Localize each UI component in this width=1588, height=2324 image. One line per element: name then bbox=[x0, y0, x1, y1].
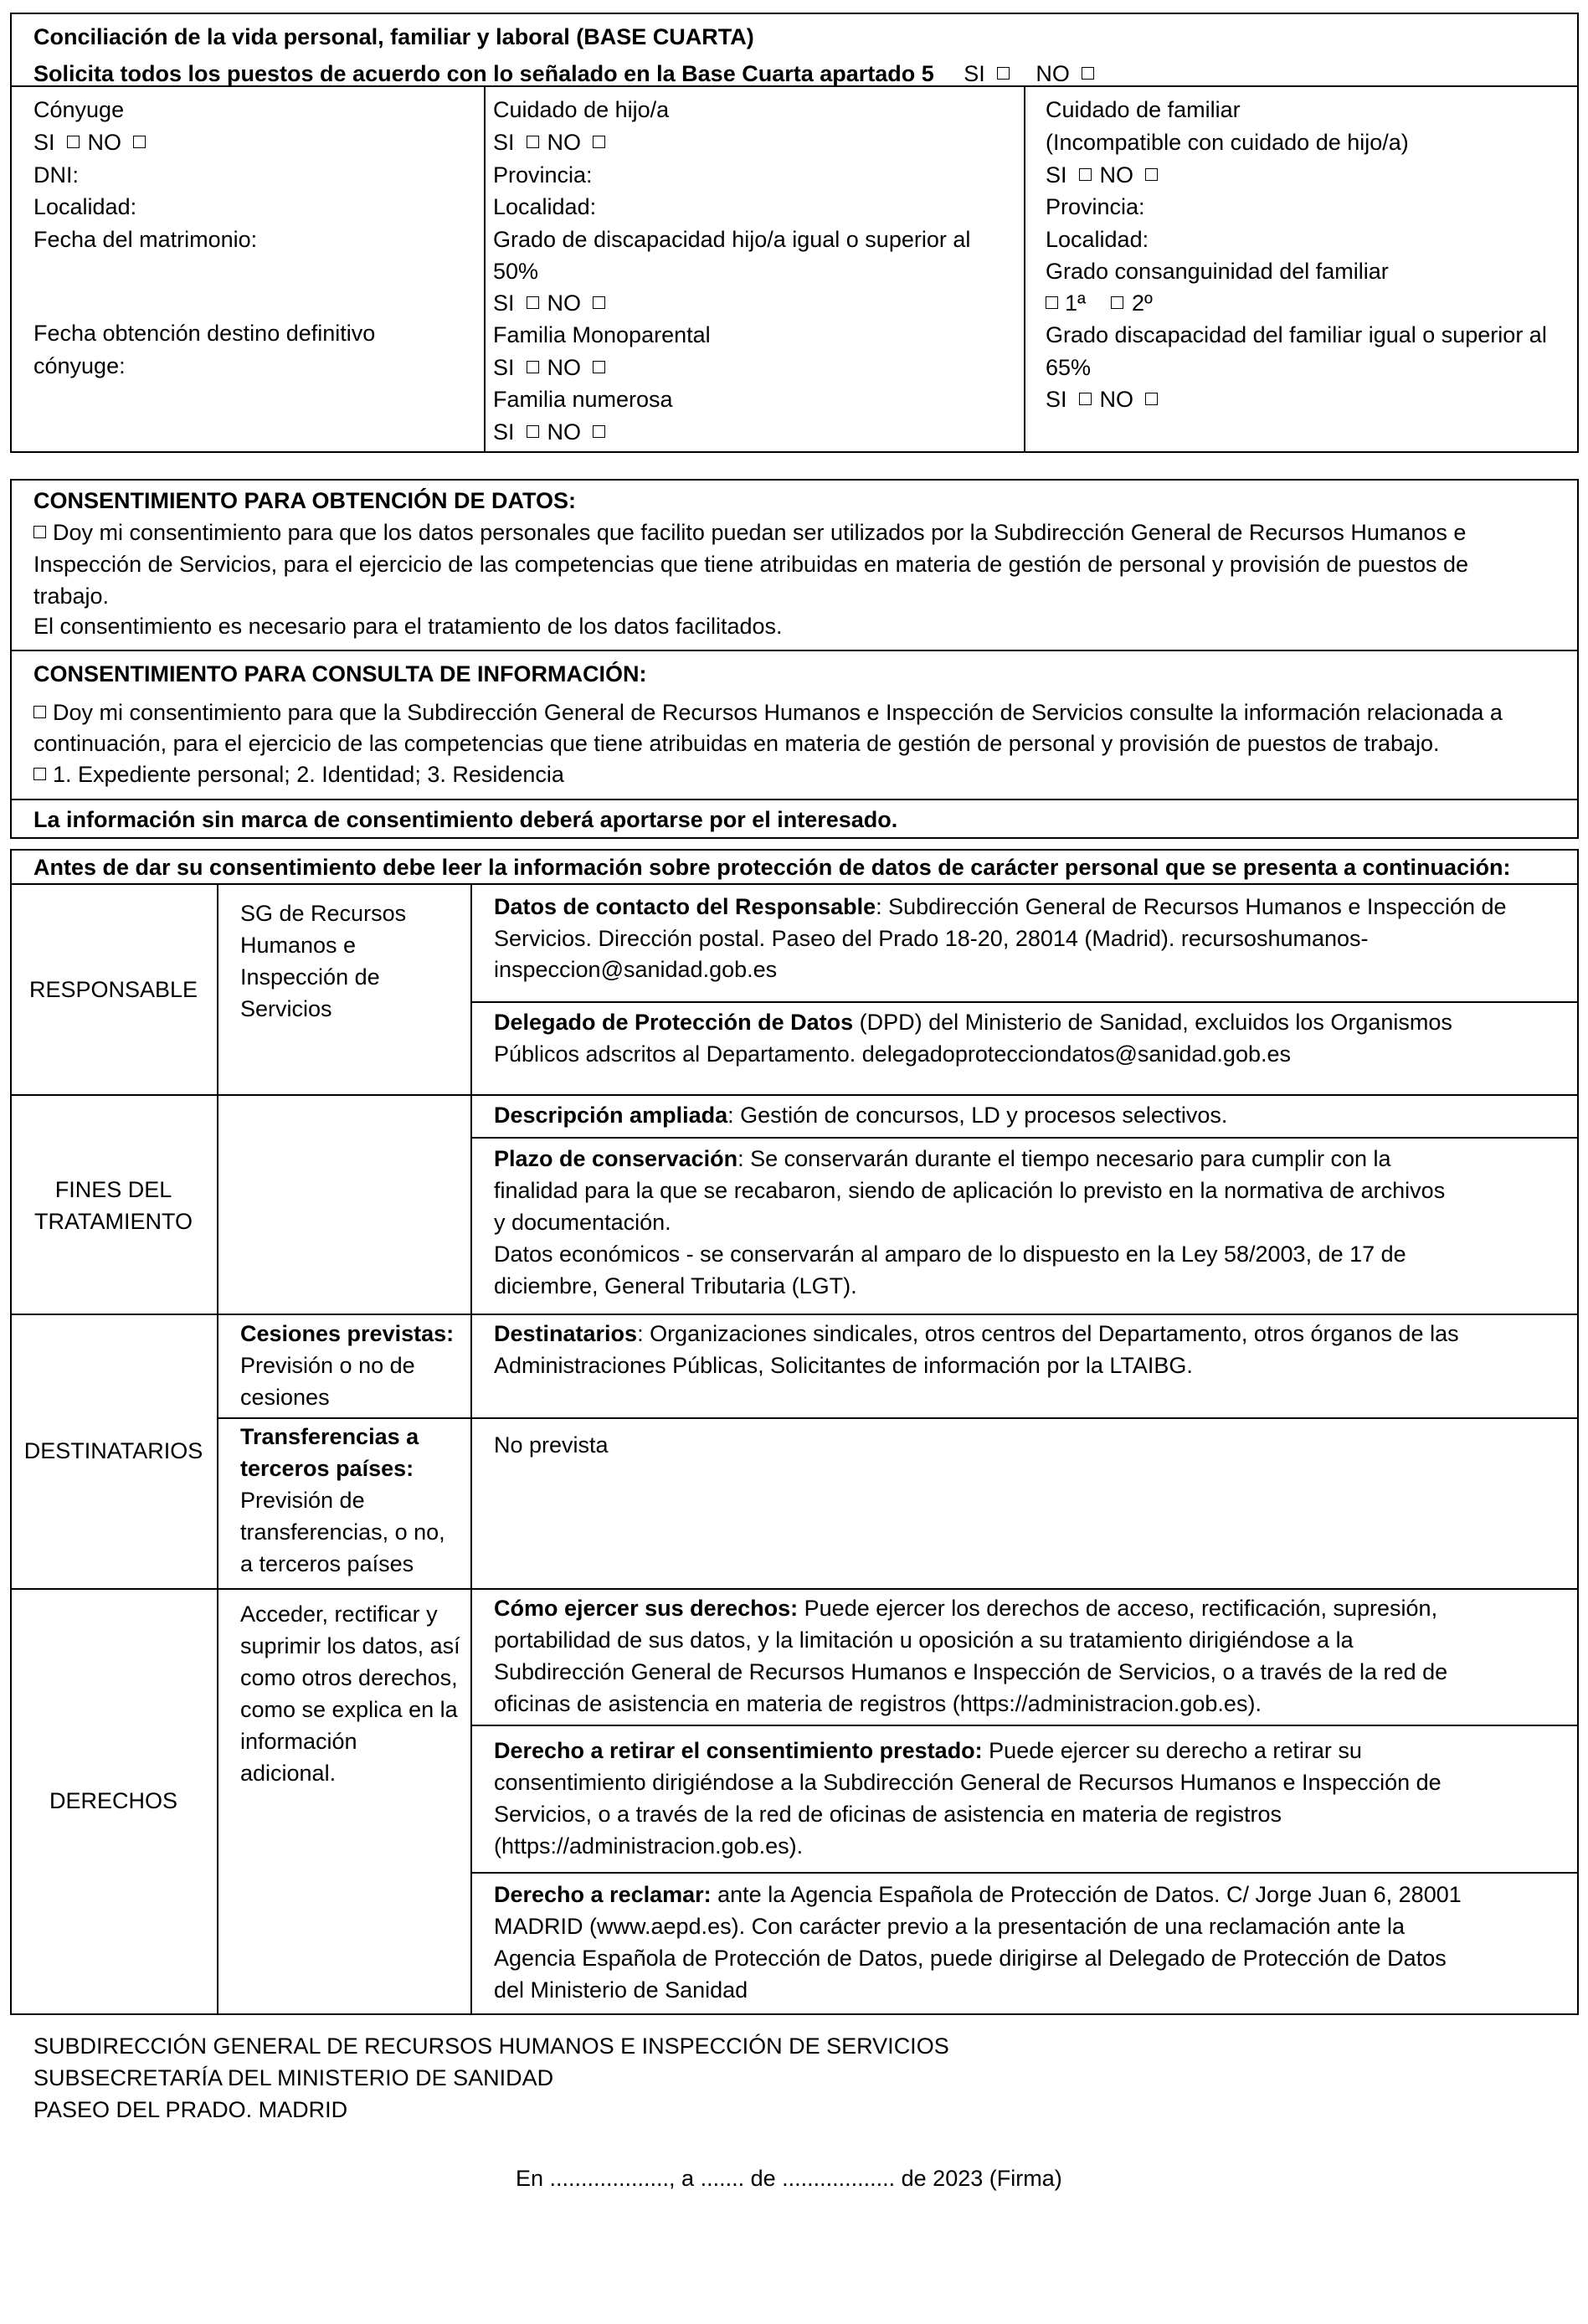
ejercer-line-2: portabilidad de sus datos, y la limitación u oposición a su tratamiento dirigiéndose a la bbox=[494, 1627, 1354, 1653]
large-family-si-no bbox=[493, 416, 614, 448]
reclamar-line-1 bbox=[494, 1879, 1462, 1910]
spouse-marriage-date-label: Fecha del matrimonio: bbox=[33, 227, 258, 252]
derechos-mid-4: como se explica en la bbox=[240, 1697, 458, 1722]
retirar-heading: Derecho a retirar el consentimiento prestado: bbox=[494, 1738, 983, 1763]
row-label-responsable: RESPONSABLE bbox=[28, 977, 198, 1002]
consent-obtain-title: CONSENTIMIENTO PARA OBTENCIÓN DE DATOS: bbox=[33, 488, 577, 513]
dpd-text-1: (DPD) del Ministerio de Sanidad, excluidos los Organismos bbox=[853, 1010, 1452, 1035]
cesiones-text-1: Previsión o no de bbox=[240, 1353, 415, 1378]
reclamar-line-3: Agencia Española de Protección de Datos, puede dirigirse al Delegado de Protección de Datos bbox=[494, 1946, 1447, 1971]
responsable-mid-1: SG de Recursos bbox=[240, 901, 407, 926]
retirar-line-1 bbox=[494, 1735, 1362, 1766]
transfers-heading-2: terceros países: bbox=[240, 1456, 414, 1481]
family-care-si-no bbox=[1046, 159, 1166, 191]
family-disability-label-2: 65% bbox=[1046, 355, 1092, 380]
consent-query-items-text: 1. Expediente personal; 2. Identidad; 3. Residencia bbox=[53, 762, 564, 787]
fines-plazo-text-1: : Se conservarán durante el tiempo necesario para cumplir con la bbox=[737, 1146, 1391, 1171]
protection-header-divider bbox=[10, 883, 1579, 885]
responsable-contact-line-2: Servicios. Dirección postal. Paseo del Prado 18-20, 28014 (Madrid). recursoshumanos- bbox=[494, 926, 1369, 951]
retirar-line-3: Servicios, o a través de la red de oficinas de asistencia en materia de registros bbox=[494, 1802, 1282, 1827]
single-parent-no-label: NO bbox=[547, 355, 582, 380]
reclamar-heading: Derecho a reclamar: bbox=[494, 1882, 712, 1907]
spouse-no-label: NO bbox=[87, 130, 122, 155]
destinatarios-text-1: : Organizaciones sindicales, otros centros del Departamento, otros órganos de las bbox=[637, 1321, 1459, 1346]
conciliation-col-divider-2 bbox=[1024, 85, 1025, 453]
spouse-si-no bbox=[33, 126, 154, 158]
kinship-1-label: 1ª bbox=[1065, 290, 1087, 316]
child-disability-no-label: NO bbox=[547, 290, 582, 316]
subdivider-derechos-1 bbox=[470, 1725, 1579, 1726]
ejercer-line-3: Subdirección General de Recursos Humanos e Inspección de Servicios, o a través de la red de bbox=[494, 1659, 1448, 1684]
ejercer-line-4: oficinas de asistencia en materia de registros (https://administracion.gob.es). bbox=[494, 1691, 1262, 1716]
fines-plazo-heading: Plazo de conservación bbox=[494, 1146, 738, 1171]
consent-obtain-line-3: trabajo. bbox=[33, 584, 110, 609]
fines-plazo-line-2: finalidad para la que se recabaron, siendo de aplicación lo previsto en la normativa de archivos bbox=[494, 1178, 1446, 1203]
dpd-line-1 bbox=[494, 1006, 1452, 1038]
consent-query-items-checkbox[interactable] bbox=[33, 768, 46, 780]
child-localidad-label: Localidad: bbox=[493, 194, 597, 219]
spouse-si-label: SI bbox=[33, 130, 55, 155]
footer-line-2: SUBSECRETARÍA DEL MINISTERIO DE SANIDAD bbox=[33, 2065, 554, 2090]
consent-obtain-text-1: Doy mi consentimiento para que los datos personales que facilito puedan ser utilizados por la Subdirección General de Recursos Humanos e bbox=[53, 520, 1467, 545]
conciliation-col-divider-1 bbox=[484, 85, 486, 453]
row-divider-responsable bbox=[10, 1094, 1579, 1096]
kinship-1-checkbox[interactable] bbox=[1046, 296, 1058, 309]
conciliation-title: Conciliación de la vida personal, familiar y laboral (BASE CUARTA) bbox=[33, 24, 754, 49]
responsable-mid-4: Servicios bbox=[240, 996, 332, 1021]
consent-divider-1 bbox=[10, 650, 1579, 651]
family-disability-si-label: SI bbox=[1046, 387, 1067, 412]
child-disability-no-checkbox[interactable] bbox=[593, 296, 605, 309]
single-parent-no-checkbox[interactable] bbox=[593, 361, 605, 373]
protection-header: Antes de dar su consentimiento debe leer la información sobre protección de datos de carácter personal que se presenta a continuación: bbox=[33, 855, 1511, 880]
row-divider-destinatarios bbox=[10, 1588, 1579, 1590]
subdivider-destinatarios-mid bbox=[217, 1417, 470, 1419]
consent-query-title: CONSENTIMIENTO PARA CONSULTA DE INFORMACIÓN: bbox=[33, 661, 647, 686]
ejercer-line-1 bbox=[494, 1592, 1437, 1624]
family-si-checkbox[interactable] bbox=[1079, 168, 1092, 181]
child-provincia-label: Provincia: bbox=[493, 162, 593, 188]
responsable-mid-2: Humanos e bbox=[240, 933, 357, 958]
consent-obtain-line-4: El consentimiento es necesario para el tratamiento de los datos facilitados. bbox=[33, 614, 783, 639]
child-si-checkbox[interactable] bbox=[527, 136, 539, 148]
responsable-contact-heading: Datos de contacto del Responsable bbox=[494, 894, 876, 919]
ejercer-text-1: Puede ejercer los derechos de acceso, rectificación, supresión, bbox=[798, 1596, 1438, 1621]
consent-obtain-checkbox[interactable] bbox=[33, 526, 46, 538]
derechos-mid-5: información bbox=[240, 1729, 357, 1754]
subdivider-fines bbox=[470, 1137, 1579, 1139]
child-disability-label-2: 50% bbox=[493, 259, 539, 284]
spouse-si-checkbox[interactable] bbox=[67, 136, 80, 148]
single-parent-si-no bbox=[493, 352, 614, 383]
large-family-no-label: NO bbox=[547, 419, 582, 445]
protection-col-divider-1 bbox=[217, 883, 218, 2015]
family-no-checkbox[interactable] bbox=[1145, 168, 1158, 181]
large-family-si-checkbox[interactable] bbox=[527, 425, 539, 438]
reclamar-text-1: ante la Agencia Española de Protección de Datos. C/ Jorge Juan 6, 28001 bbox=[711, 1882, 1462, 1907]
fines-plazo-line-4: Datos económicos - se conservarán al amparo de lo dispuesto en la Ley 58/2003, de 17 de bbox=[494, 1242, 1406, 1267]
destinatarios-heading: Destinatarios bbox=[494, 1321, 638, 1346]
consent-query-line-3 bbox=[33, 758, 564, 790]
request-no-label: NO bbox=[1036, 61, 1070, 86]
family-care-note: (Incompatible con cuidado de hijo/a) bbox=[1046, 130, 1409, 155]
consent-obtain-line-2: Inspección de Servicios, para el ejercicio de las competencias que tiene atribuidas en materia de gestión de personal y provisión de puestos de bbox=[33, 552, 1469, 577]
child-no-label: NO bbox=[547, 130, 582, 155]
row-label-derechos: DERECHOS bbox=[49, 1788, 178, 1813]
footer-line-1: SUBDIRECCIÓN GENERAL DE RECURSOS HUMANOS E INSPECCIÓN DE SERVICIOS bbox=[33, 2034, 949, 2059]
retirar-line-4: (https://administracion.gob.es). bbox=[494, 1833, 804, 1859]
family-disability-si-checkbox[interactable] bbox=[1079, 393, 1092, 405]
transfers-text-3: a terceros países bbox=[240, 1551, 414, 1576]
row-label-fines-1: FINES DEL bbox=[54, 1177, 172, 1202]
request-si-label: SI bbox=[964, 61, 985, 86]
transfers-text-2: transferencias, o no, bbox=[240, 1519, 445, 1545]
family-disability-no-checkbox[interactable] bbox=[1145, 393, 1158, 405]
large-family-label: Familia numerosa bbox=[493, 387, 673, 412]
single-parent-label: Familia Monoparental bbox=[493, 322, 711, 347]
cesiones-text-2: cesiones bbox=[240, 1385, 330, 1410]
derechos-mid-3: como otros derechos, bbox=[240, 1665, 458, 1690]
consent-note: La información sin marca de consentimiento deberá aportarse por el interesado. bbox=[33, 807, 898, 832]
fines-description-text: : Gestión de concursos, LD y procesos selectivos. bbox=[727, 1103, 1228, 1128]
child-disability-si-checkbox[interactable] bbox=[527, 296, 539, 309]
child-care-si-no bbox=[493, 126, 614, 158]
responsable-contact-text-1: : Subdirección General de Recursos Humanos e Inspección de bbox=[876, 894, 1507, 919]
footer-line-3: PASEO DEL PRADO. MADRID bbox=[33, 2097, 348, 2122]
consent-query-checkbox[interactable] bbox=[33, 706, 46, 718]
responsable-mid-3: Inspección de bbox=[240, 964, 380, 990]
single-parent-si-checkbox[interactable] bbox=[527, 361, 539, 373]
kinship-2-label: 2º bbox=[1132, 290, 1153, 316]
child-no-checkbox[interactable] bbox=[593, 136, 605, 148]
derechos-mid-6: adicional. bbox=[240, 1761, 337, 1786]
row-divider-fines bbox=[10, 1314, 1579, 1315]
signature-line[interactable]: En ..................., a ....... de .................. de 2023 (Firma) bbox=[516, 2166, 1062, 2191]
child-si-label: SI bbox=[493, 130, 515, 155]
consent-divider-2 bbox=[10, 799, 1579, 800]
family-kinship-options bbox=[1046, 287, 1153, 319]
family-disability-si-no bbox=[1046, 383, 1166, 415]
protection-col-divider-2 bbox=[470, 883, 472, 2015]
destinatarios-line-2: Administraciones Públicas, Solicitantes de información por la LTAIBG. bbox=[494, 1353, 1193, 1378]
spouse-no-checkbox[interactable] bbox=[133, 136, 146, 148]
kinship-2-checkbox[interactable] bbox=[1111, 296, 1123, 309]
spouse-destino-label-2: cónyuge: bbox=[33, 353, 126, 378]
spouse-destino-label-1: Fecha obtención destino definitivo bbox=[33, 321, 376, 346]
row-label-destinatarios: DESTINATARIOS bbox=[23, 1438, 203, 1463]
fines-plazo-line-1 bbox=[494, 1143, 1391, 1175]
retirar-text-1: Puede ejercer su derecho a retirar su bbox=[982, 1738, 1362, 1763]
consent-obtain-line-1 bbox=[33, 517, 1466, 548]
dpd-line-2: Públicos adscritos al Departamento. delegadoprotecciondatos@sanidad.gob.es bbox=[494, 1041, 1292, 1067]
subdivider-destinatarios-right bbox=[470, 1417, 1579, 1419]
family-disability-label-1: Grado discapacidad del familiar igual o superior al bbox=[1046, 322, 1547, 347]
family-si-label: SI bbox=[1046, 162, 1067, 188]
reclamar-line-4: del Ministerio de Sanidad bbox=[494, 1977, 748, 2003]
family-disability-no-label: NO bbox=[1099, 387, 1134, 412]
family-provincia-label: Provincia: bbox=[1046, 194, 1145, 219]
request-no-checkbox[interactable] bbox=[1082, 67, 1094, 80]
ejercer-heading: Cómo ejercer sus derechos: bbox=[494, 1596, 799, 1621]
spouse-heading: Cónyuge bbox=[33, 97, 125, 122]
subdivider-derechos-2 bbox=[470, 1872, 1579, 1874]
dpd-heading: Delegado de Protección de Datos bbox=[494, 1010, 854, 1035]
child-disability-label-1: Grado de discapacidad hijo/a igual o superior al bbox=[493, 227, 971, 252]
fines-description bbox=[494, 1099, 1227, 1131]
destinatarios-line-1 bbox=[494, 1318, 1459, 1350]
family-care-heading: Cuidado de familiar bbox=[1046, 97, 1241, 122]
responsable-contact-line-1 bbox=[494, 891, 1507, 923]
fines-description-heading: Descripción ampliada bbox=[494, 1103, 728, 1128]
row-label-fines-2: TRATAMIENTO bbox=[34, 1209, 193, 1234]
transfers-heading-1: Transferencias a bbox=[240, 1424, 419, 1449]
no-prevista: No prevista bbox=[494, 1432, 609, 1458]
child-disability-si-label: SI bbox=[493, 290, 515, 316]
consent-query-line-1 bbox=[33, 697, 1503, 728]
consent-query-line-2: continuación, para el ejercicio de las competencias que tiene atribuidas en materia de gestión de personal y provisión de puestos de trabajo. bbox=[33, 731, 1440, 756]
family-no-label: NO bbox=[1099, 162, 1134, 188]
reclamar-line-2: MADRID (www.aepd.es). Con carácter previo a la presentación de una reclamación ante la bbox=[494, 1914, 1406, 1939]
derechos-mid-2: suprimir los datos, así bbox=[240, 1633, 460, 1658]
transfers-text-1: Previsión de bbox=[240, 1488, 365, 1513]
subdivider-responsable bbox=[470, 1001, 1579, 1003]
consent-query-text-1: Doy mi consentimiento para que la Subdirección General de Recursos Humanos e Inspección de Servicios consulte la información relacionada a bbox=[53, 700, 1503, 725]
large-family-no-checkbox[interactable] bbox=[593, 425, 605, 438]
derechos-mid-1: Acceder, rectificar y bbox=[240, 1602, 438, 1627]
family-kinship-label: Grado consanguinidad del familiar bbox=[1046, 259, 1389, 284]
spouse-localidad-label: Localidad: bbox=[33, 194, 137, 219]
spouse-dni-label: DNI: bbox=[33, 162, 79, 188]
request-si-checkbox[interactable] bbox=[997, 67, 1010, 80]
child-disability-si-no bbox=[493, 287, 614, 319]
cesiones-heading: Cesiones previstas: bbox=[240, 1321, 455, 1346]
single-parent-si-label: SI bbox=[493, 355, 515, 380]
conciliation-request bbox=[33, 58, 1102, 90]
request-text: Solicita todos los puestos de acuerdo con lo señalado en la Base Cuarta apartado 5 bbox=[33, 61, 934, 86]
large-family-si-label: SI bbox=[493, 419, 515, 445]
fines-plazo-line-3: y documentación. bbox=[494, 1210, 671, 1235]
retirar-line-2: consentimiento dirigiéndose a la Subdirección General de Recursos Humanos e Inspección de bbox=[494, 1770, 1442, 1795]
child-care-heading: Cuidado de hijo/a bbox=[493, 97, 670, 122]
family-localidad-label: Localidad: bbox=[1046, 227, 1149, 252]
responsable-contact-line-3: inspeccion@sanidad.gob.es bbox=[494, 957, 778, 982]
fines-plazo-line-5: diciembre, General Tributaria (LGT). bbox=[494, 1273, 857, 1298]
